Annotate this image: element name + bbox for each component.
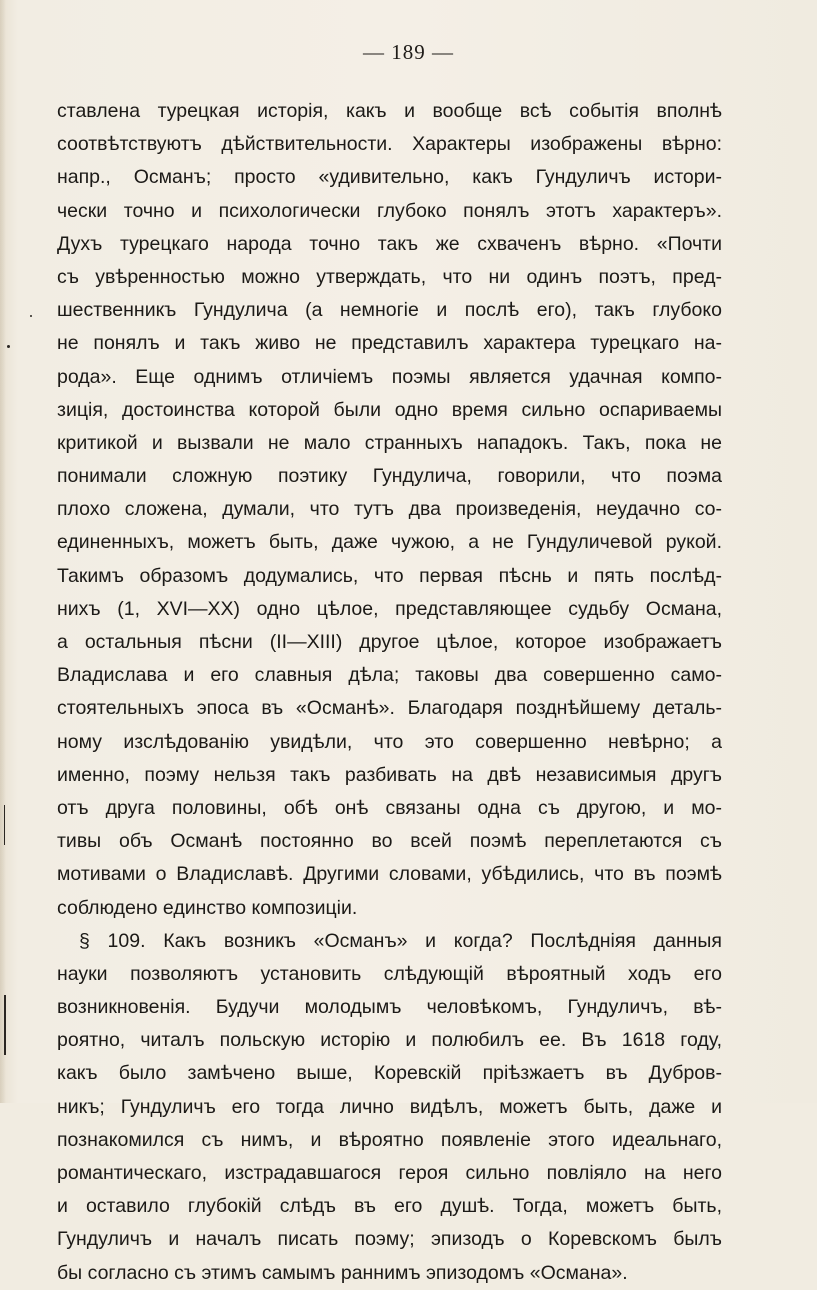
text-line: возникновенія. Будучи молодымъ человѣкомъ, Гундуличъ, вѣ- xyxy=(57,996,722,1019)
text-line: никъ; Гундуличъ его тогда лично видѣлъ, можетъ быть, даже и xyxy=(57,1095,722,1118)
text-line: не понялъ и такъ живо не представилъ характера турецкаго на- xyxy=(57,332,722,355)
text-line: отъ друга половины, обѣ онѣ связаны одна съ другою, и мо- xyxy=(57,796,722,819)
text-line: ному изслѣдованію увидѣли, что это совершенно невѣрно; а xyxy=(57,730,722,753)
text-line: единенныхъ, можетъ быть, даже чужою, а не Гундуличевой рукой. xyxy=(57,531,722,554)
text-line: съ увѣренностью можно утверждать, что ни одинъ поэтъ, пред- xyxy=(57,265,722,288)
text-line: тивы объ Османѣ постоянно во всей поэмѣ переплетаются съ xyxy=(57,830,722,853)
margin-mark xyxy=(4,995,6,1055)
body-text xyxy=(57,95,722,1290)
margin-dot xyxy=(7,345,10,348)
text-line: плохо сложена, думали, что тутъ два произведенія, неудачно со- xyxy=(57,498,722,521)
text-line: напр., Османъ; просто «удивительно, какъ Гундуличъ истори- xyxy=(57,166,722,189)
text-line: романтическаго, изстрадавшагося героя сильно повліяло на него xyxy=(57,1162,722,1184)
text-line: Духъ турецкаго народа точно такъ же схваченъ вѣрно. «Почти xyxy=(57,232,722,255)
text-line: чески точно и психологически глубоко понялъ этотъ характеръ». xyxy=(57,199,722,222)
text-line: критикой и вызвали не мало странныхъ нападокъ. Такъ, пока не xyxy=(57,431,722,454)
text-line: бы согласно съ этимъ самымъ раннимъ эпизодомъ «Османа». xyxy=(57,1261,628,1284)
text-line: § 109. Какъ возникъ «Османъ» и когда? Послѣдніяя данныя xyxy=(79,929,722,952)
text-line: понимали сложную поэтику Гундулича, говорили, что поэма xyxy=(57,465,722,488)
text-line: шественникъ Гундулича (а немногіе и послѣ его), такъ глубоко xyxy=(57,299,722,322)
text-line: роятно, читалъ польскую исторію и полюбилъ ее. Въ 1618 году, xyxy=(57,1029,722,1052)
text-line: и оставило глубокій слѣдъ въ его душѣ. Тогда, можетъ быть, xyxy=(57,1195,722,1218)
text-line: зиція, достоинства которой были одно время сильно оспариваемы xyxy=(57,398,722,421)
text-line: именно, поэму нельзя такъ разбивать на двѣ независимыя другъ xyxy=(57,763,722,786)
text-line: какъ было замѣчено выше, Коревскій пріѣзжаетъ въ Дубров- xyxy=(57,1062,722,1085)
text-line: рода». Еще однимъ отличіемъ поэмы является удачная компо- xyxy=(57,365,722,388)
text-line: мотивами о Владиславѣ. Другими словами, убѣдились, что въ поэмѣ xyxy=(57,863,722,886)
text-line: а остальныя пѣсни (II—XIII) другое цѣлое, которое изображаетъ xyxy=(57,631,722,653)
text-line: ставлена турецкая исторія, какъ и вообще всѣ событія вполнѣ xyxy=(57,100,722,122)
text-line: познакомился съ нимъ, и вѣроятно появленіе этого идеальнаго, xyxy=(57,1128,722,1151)
page-number: — 189 — xyxy=(363,40,454,64)
text-line: Владислава и его славныя дѣла; таковы два совершенно само- xyxy=(57,664,722,687)
text-line: соблюдено единство композиціи. xyxy=(57,896,358,919)
margin-mark xyxy=(4,805,5,845)
text-line: науки позволяютъ установить слѣдующій вѣроятный ходъ его xyxy=(57,962,722,985)
text-line: стоятельныхъ эпоса въ «Османѣ». Благодаря позднѣйшему деталь- xyxy=(57,697,722,720)
text-line: нихъ (1, XVI—XX) одно цѣлое, представляющее судьбу Османа, xyxy=(57,597,722,620)
spine-shadow xyxy=(0,0,6,1103)
text-line: Такимъ образомъ додумались, что первая пѣснь и пять послѣд- xyxy=(57,564,722,587)
margin-dot xyxy=(30,315,32,317)
text-line: Гундуличъ и началъ писать поэму; эпизодъ о Коревскомъ былъ xyxy=(57,1228,722,1251)
text-line: соотвѣтствуютъ дѣйствительности. Характеры изображены вѣрно: xyxy=(57,133,722,156)
